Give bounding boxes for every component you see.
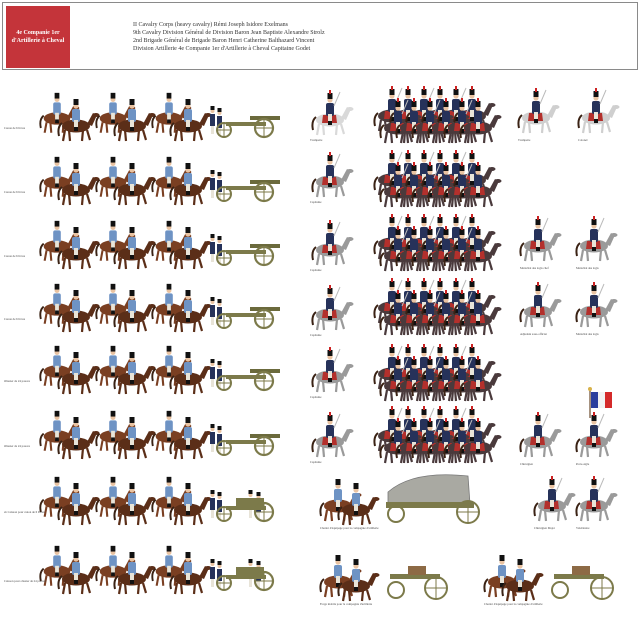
staff-rider [572,214,620,266]
staff-caption: Maréchal des logis chef [520,266,549,270]
header-banner [2,2,638,70]
staff-caption: Trompette [518,138,531,142]
officer-caption: Capitaine [310,460,322,464]
staff-caption: Porte-aigle [576,462,590,466]
staff-rider [572,280,620,332]
gun-row-caption: Canon de 6 livres [4,126,26,130]
header-line-artillery: Division Artillerie 4e Companie 1er d'Artillerie à Cheval Capitaine Godet [133,46,311,52]
cavalry-squadron [372,150,512,212]
staff-rider [530,474,578,526]
gun-row-caption: Caisson pour obusier de 24 pouces [4,579,46,583]
officer-figure [308,150,356,202]
header-line-corps: II Cavalry Corps (heavy cavalry) Rémi Joseph Isidore Exelmans [133,22,288,28]
officer-figure [308,345,356,397]
officer-caption: Capitaine [310,268,322,272]
cavalry-squadron [372,278,512,340]
staff-caption: Chirurgien [520,462,533,466]
forge-cart [318,544,458,604]
staff-rider [574,86,622,138]
staff-rider [516,410,564,462]
gun-row-caption: Canon de 6 livres [4,254,26,258]
badge-line-2: d'Artillerie à Cheval [11,38,65,44]
company-badge [6,6,70,68]
cavalry-squadron [372,406,512,468]
officer-figure [308,218,356,270]
staff-rider [516,214,564,266]
cavalry-squadron [372,214,512,276]
forge-cart [482,544,624,604]
tricolour-flag-icon [588,388,618,418]
gun-row-caption: Canon de 6 livres [4,317,26,321]
header-line-division: 9th Cavalry Division Général de Division Baron Jean Baptiste Alexandre Strolz [133,30,325,36]
officer-figure [308,88,356,140]
officer-figure [308,283,356,335]
staff-caption: Colonel [578,138,588,142]
gun-team-row [34,476,334,532]
vehicle-caption: Chariot d'équipage pour la compagnie d'artillerie [320,526,379,530]
officer-caption: Trompette [310,138,323,142]
officer-caption: Capitaine [310,333,322,337]
gun-team-row [34,283,334,339]
staff-caption: Vétérinaire [576,526,590,530]
gun-team-row [34,92,334,148]
gun-row-caption: Obusier de 24 pouces [4,444,30,448]
cavalry-squadron [372,344,512,406]
covered-wagon [318,468,490,528]
header-lines [133,21,325,53]
officer-caption: Capitaine [310,200,322,204]
staff-rider [572,474,620,526]
gun-team-row [34,156,334,212]
gun-team-row [34,545,334,601]
vehicle-caption: Forge mobile pour la compagnie d'artillerie [320,602,373,606]
gun-row-caption: Obusier de 24 pouces [4,379,30,383]
badge-line-1: 4e Companie 1er [16,30,60,36]
header-line-brigade: 2nd Brigade Général de Brigade Baron Henri Catherine Balthazard Vincent [133,38,315,44]
gun-team-row [34,345,334,401]
staff-rider [516,280,564,332]
gun-team-row [34,410,334,466]
staff-rider [514,86,562,138]
staff-caption: Adjudant sous-officier [520,332,548,336]
officer-figure [308,410,356,462]
staff-caption: Chirurgien Major [534,526,556,530]
vehicle-caption: Chariot d'équipage pour la compagnie d'artillerie [484,602,543,606]
gun-team-row [34,220,334,276]
staff-caption: Maréchal des logis [576,266,599,270]
cavalry-squadron [372,86,512,148]
officer-caption: Capitaine [310,395,322,399]
staff-caption: Maréchal des logis [576,332,599,336]
gun-row-caption: 2e Caisson pour canon de 6 livres [4,510,45,514]
gun-row-caption: Canon de 6 livres [4,190,26,194]
